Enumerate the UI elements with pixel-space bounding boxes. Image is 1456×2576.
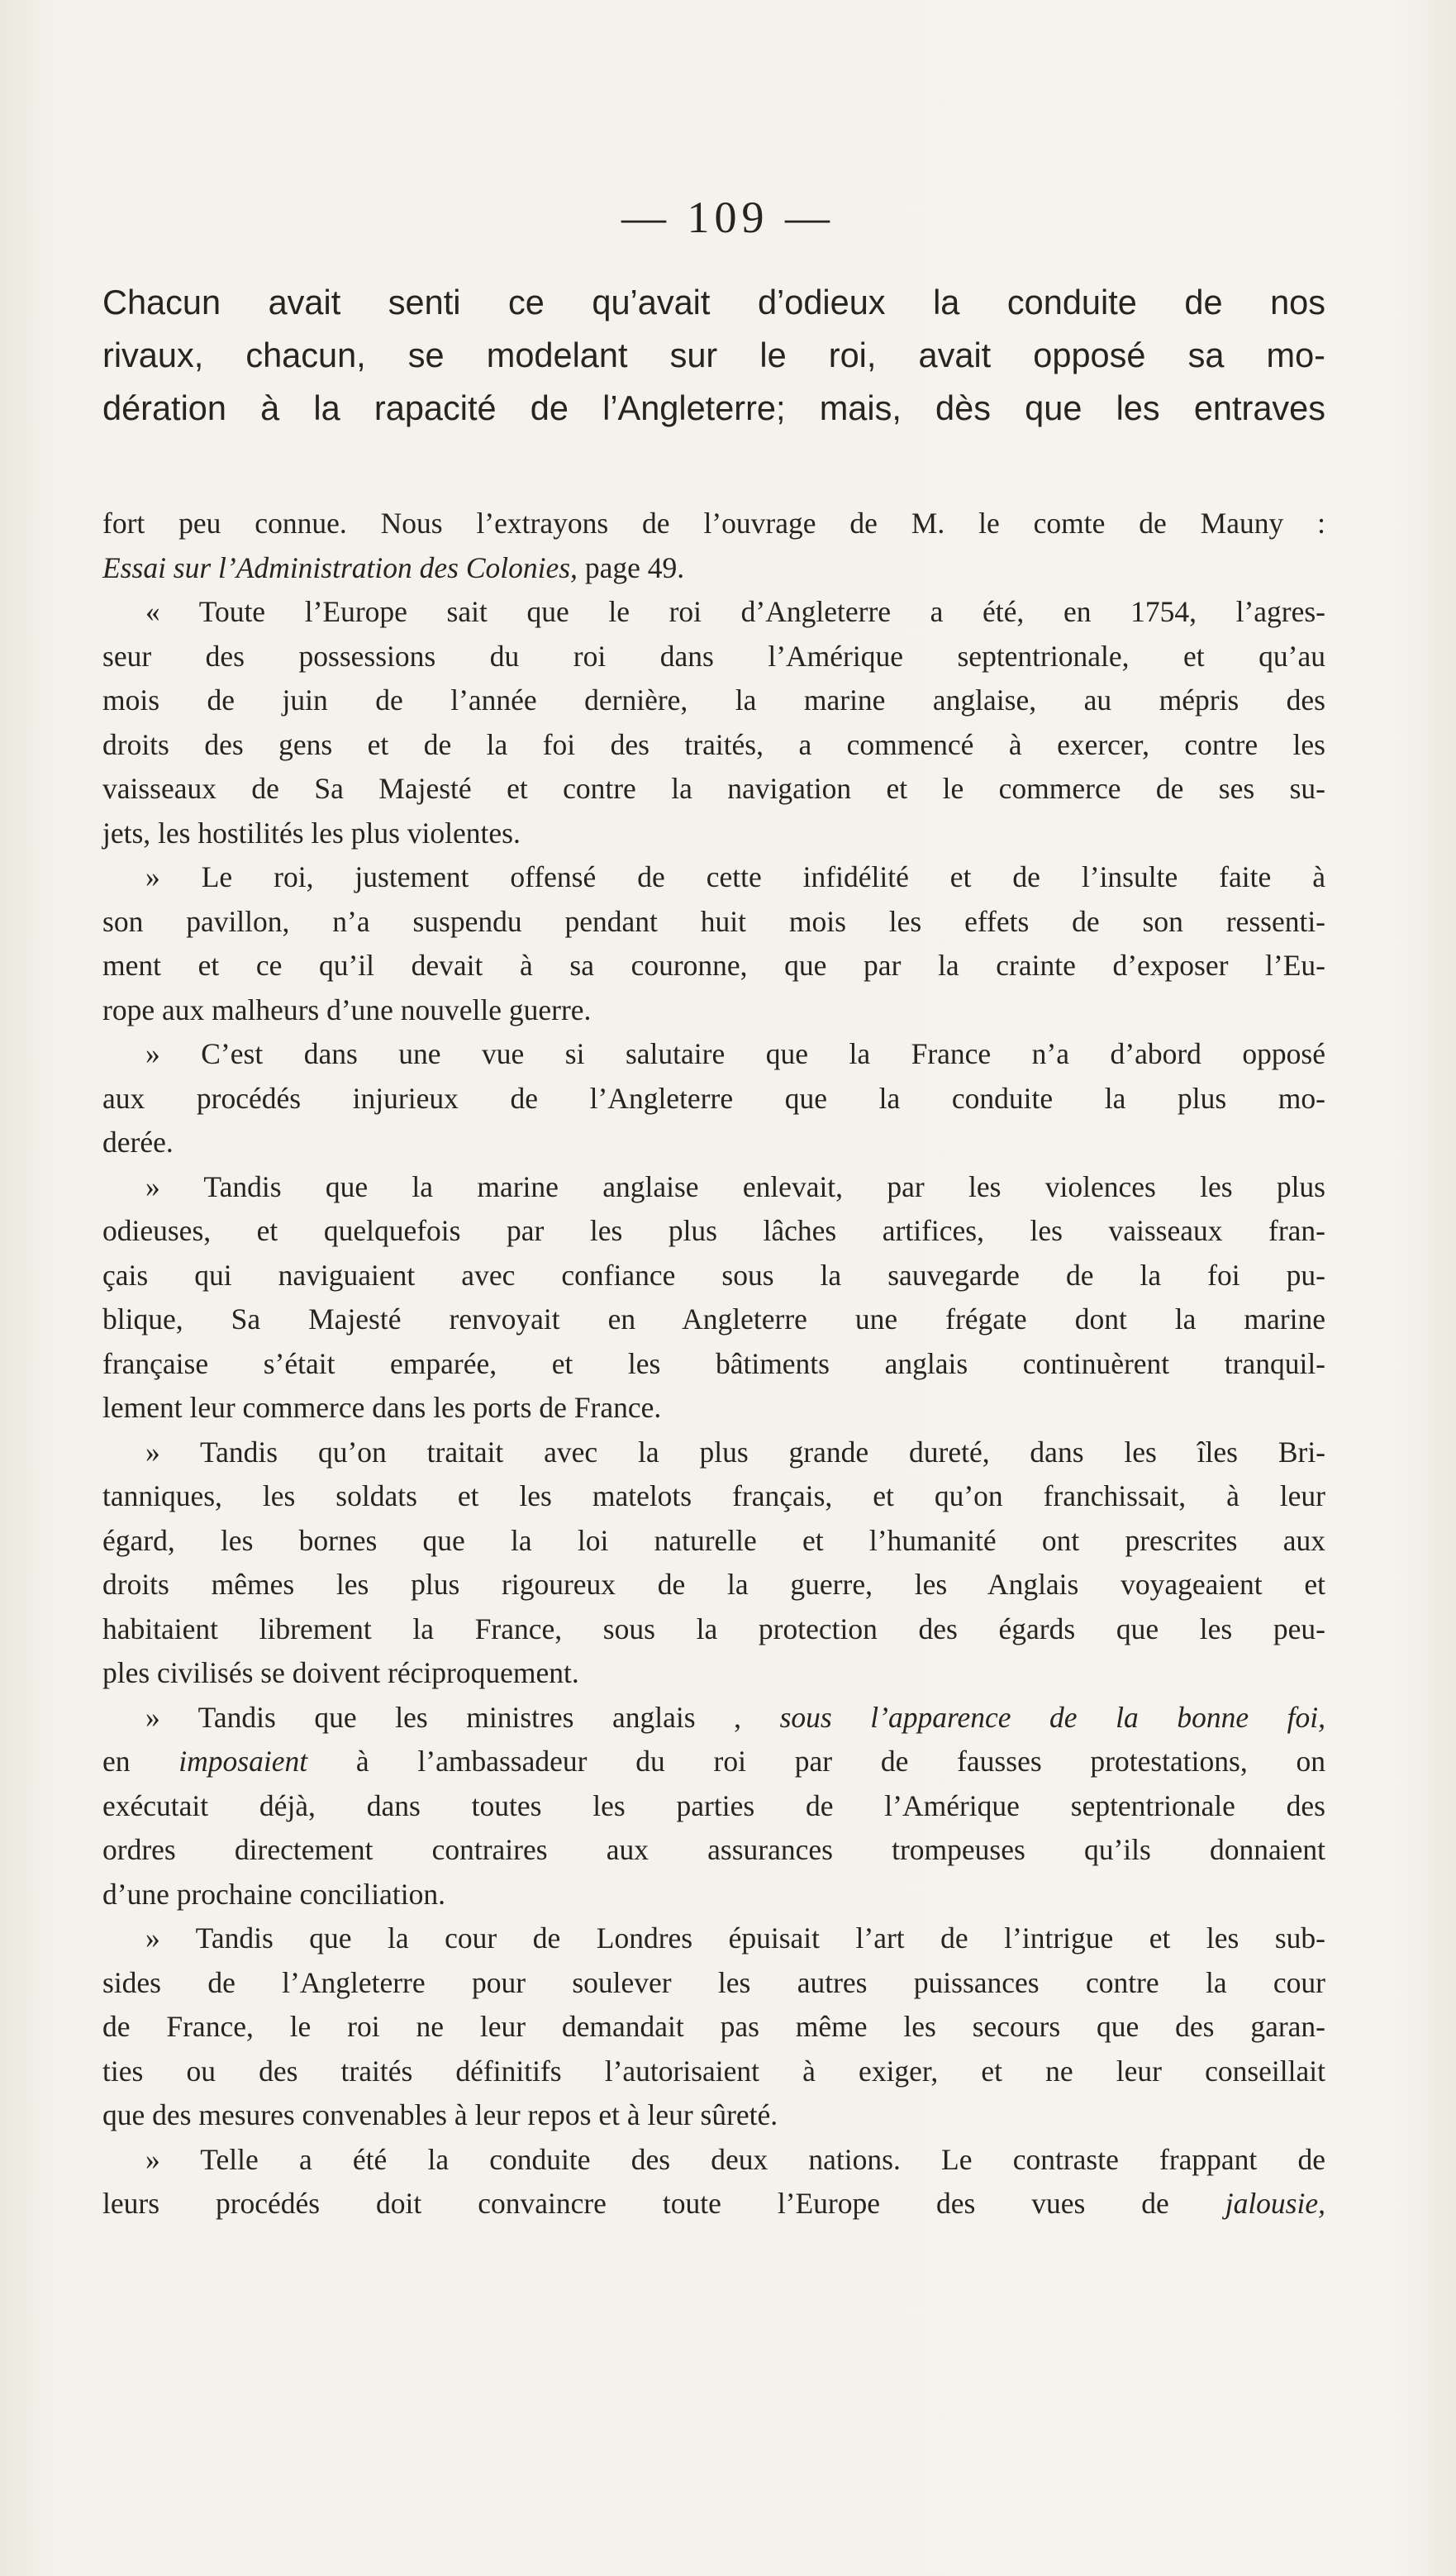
main-text-line: Chacun avait senti ce qu’avait d’odieux la conduite de nos [102, 283, 1325, 321]
footnote-line: mois de juin de l’année dernière, la marine anglaise, au mépris des [102, 683, 1325, 717]
book-title: Essai sur l’Administration des Colonies, [102, 550, 578, 584]
footnote-line: fort peu connue. Nous l’extrayons de l’ouvrage de M. le comte de Mauny : [102, 507, 1325, 540]
footnote-line: blique, Sa Majesté renvoyait en Angleterre une frégate dont la marine [102, 1302, 1325, 1336]
footnote-line: vaisseaux de Sa Majesté et contre la navigation et le commerce de ses su- [102, 772, 1325, 805]
footnote-line: tanniques, les soldats et les matelots français, et qu’on franchissait, à leur [102, 1479, 1325, 1512]
footnote-line: seur des possessions du roi dans l’Amérique septentrionale, et qu’au [102, 639, 1325, 673]
footnote-line: d’une prochaine conciliation. [102, 1877, 445, 1911]
footnote-italic-text: imposaient [178, 1745, 308, 1778]
footnote-line: odieuses, et quelquefois par les plus lâches artifices, les vaisseaux fran- [102, 1214, 1325, 1247]
footnote-line: sides de l’Angleterre pour soulever les autres puissances contre la cour [102, 1965, 1325, 1999]
footnote-line: française s’était emparée, et les bâtiments anglais continuèrent tranquil- [102, 1346, 1325, 1380]
footnote-line: derée. [102, 1126, 174, 1159]
footnote-line: » Tandis qu’on traitait avec la plus grande dureté, dans les îles Bri- [145, 1435, 1325, 1469]
footnote-line: droits mêmes les plus rigoureux de la guerre, les Anglais voyageaient et [102, 1568, 1325, 1601]
footnote-line: ment et ce qu’il devait à sa couronne, que par la crainte d’exposer l’Eu- [102, 949, 1325, 982]
footnote [102, 502, 1325, 2226]
footnote-line [102, 1696, 1325, 1740]
footnote-line: droits des gens et de la foi des traités, a commencé à exercer, contre les [102, 727, 1325, 761]
footnote-line: » Tandis que la cour de Londres épuisait l’art de l’intrigue et les sub- [145, 1921, 1325, 1955]
footnote-line: çais qui naviguaient avec confiance sous la sauvegarde de la foi pu- [102, 1258, 1325, 1292]
footnote-line: rope aux malheurs d’une nouvelle guerre. [102, 993, 592, 1026]
footnote-line: égard, les bornes que la loi naturelle et l’humanité ont prescrites aux [102, 1523, 1325, 1557]
page-number: — 109 — [621, 193, 835, 242]
footnote-page-ref: page 49. [577, 550, 685, 584]
footnote-text: » Tandis que les ministres anglais , [145, 1700, 780, 1734]
footnote-line: » Tandis que la marine anglaise enlevait, par les violences les plus [145, 1169, 1325, 1203]
footnote-line: « Toute l’Europe sait que le roi d’Angleterre a été, en 1754, l’agres- [145, 595, 1325, 628]
footnote-line: ples civilisés se doivent réciproquement. [102, 1656, 579, 1689]
main-text-line: rivaux, chacun, se modelant sur le roi, avait opposé sa mo- [102, 336, 1325, 374]
footnote-line: son pavillon, n’a suspendu pendant huit mois les effets de son ressenti- [102, 904, 1325, 938]
main-text-line: dération à la rapacité de l’Angleterre; mais, dès que les entraves [102, 388, 1325, 427]
footnote-line: aux procédés injurieux de l’Angleterre que la conduite la plus mo- [102, 1081, 1325, 1115]
footnote-line [102, 1740, 1325, 1784]
footnote-line: jets, les hostilités les plus violentes. [102, 816, 521, 850]
footnote-line: exécutait déjà, dans toutes les parties de l’Amérique septentrionale des [102, 1788, 1325, 1822]
footnote-line: habitaient librement la France, sous la protection des égards que les peu- [102, 1612, 1325, 1645]
footnote-line: » Le roi, justement offensé de cette infidélité et de l’insulte faite à [145, 860, 1325, 893]
footnote-text: à l’ambassadeur du roi par de fausses protestations, on [307, 1745, 1325, 1778]
footnote-italic-text: jalousie, [1225, 2187, 1325, 2220]
footnote-line: que des mesures convenables à leur repos et à leur sûreté. [102, 2098, 778, 2131]
footnote-line: ties ou des traités définitifs l’autorisaient à exiger, et ne leur conseillait [102, 2054, 1325, 2088]
footnote-line: » C’est dans une vue si salutaire que la France n’a d’abord opposé [145, 1037, 1325, 1070]
footnote-source-line [102, 546, 1325, 591]
footnote-line: de France, le roi ne leur demandait pas même les secours que des garan- [102, 2010, 1325, 2043]
footnote-italic-text: sous l’apparence de la bonne foi, [779, 1700, 1326, 1734]
footnote-text: leurs procédés doit convaincre toute l’Europe des vues de [102, 2187, 1225, 2220]
footnote-line: ordres directement contraires aux assurances trompeuses qu’ils donnaient [102, 1833, 1325, 1866]
footnote-text: en [102, 1745, 179, 1778]
main-paragraph [102, 276, 1325, 435]
footnote-line: » Telle a été la conduite des deux nations. Le contraste frappant de [145, 2142, 1325, 2176]
footnote-line [102, 2182, 1325, 2226]
footnote-line: lement leur commerce dans les ports de France. [102, 1391, 662, 1424]
